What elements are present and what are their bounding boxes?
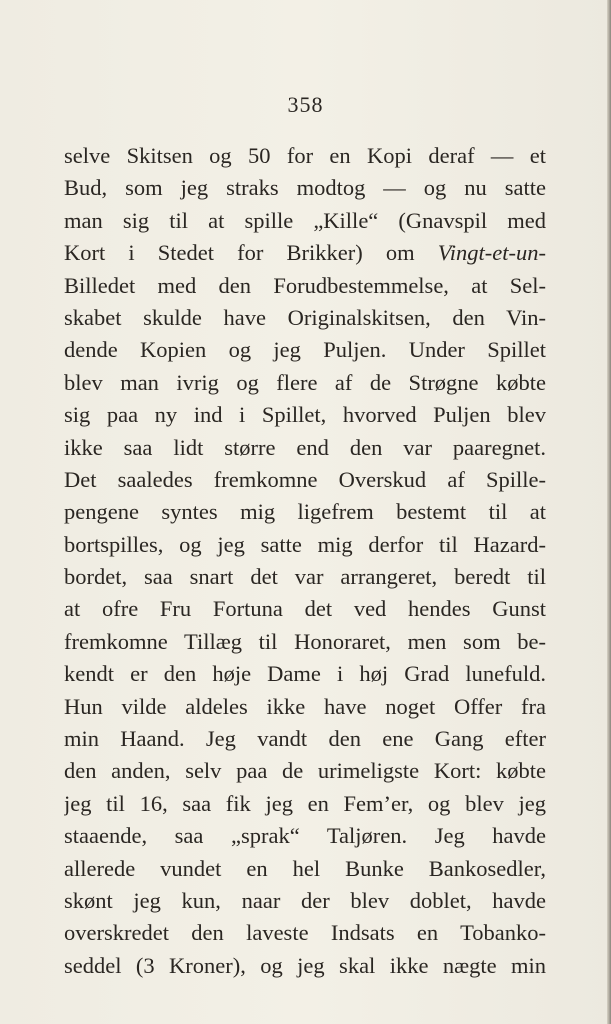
page-number: 358 [287, 92, 324, 117]
text-line: staaende, saa „sprak“ Taljøren. Jeg havde [64, 823, 546, 849]
text-line: dende Kopien og jeg Puljen. Under Spillet [64, 337, 546, 363]
text-line: allerede vundet en hel Bunke Bankosedler, [64, 855, 546, 881]
text-line: bortspilles, og jeg satte mig derfor til Hazard- [64, 531, 546, 557]
text-line: min Haand. Jeg vandt den ene Gang efter [64, 726, 546, 752]
text-line [64, 237, 546, 269]
text-line: overskredet den laveste Indsats en Tobanko- [64, 920, 546, 946]
text-line: jeg til 16, saa fik jeg en Fem’er, og blev jeg [64, 790, 546, 816]
text-line: den anden, selv paa de urimeligste Kort: købte [64, 758, 546, 784]
text-line: seddel (3 Kroner), og jeg skal ikke nægte min [64, 952, 546, 978]
text-line: Billedet med den Forudbestemmelse, at Sel- [64, 272, 546, 298]
text-segment: Kort i Stedet for Brikker) om [64, 240, 438, 266]
body-text [64, 140, 546, 982]
text-line: Bud, som jeg straks modtog — og nu satte [64, 175, 546, 201]
text-line: Det saaledes fremkomne Overskud af Spille- [64, 466, 546, 492]
text-line: fremkomne Tillæg til Honoraret, men som be- [64, 628, 546, 654]
italic-phrase: Vingt-et-un- [437, 240, 546, 266]
text-line: kendt er den høje Dame i høj Grad lunefuld. [64, 661, 546, 687]
text-line: blev man ivrig og flere af de Strøgne købte [64, 369, 546, 395]
text-line: ikke saa lidt større end den var paaregnet. [64, 434, 546, 460]
text-line: pengene syntes mig ligefrem bestemt til at [64, 499, 546, 525]
text-line: Hun vilde aldeles ikke have noget Offer fra [64, 693, 546, 719]
text-line: selve Skitsen og 50 for en Kopi deraf — et [64, 143, 546, 168]
text-line: at ofre Fru Fortuna det ved hendes Gunst [64, 596, 546, 622]
text-line: skabet skulde have Originalskitsen, den Vin- [64, 304, 546, 330]
text-line: skønt jeg kun, naar der blev doblet, havde [64, 887, 546, 913]
text-line: sig paa ny ind i Spillet, hvorved Puljen blev [64, 402, 546, 428]
text-line: man sig til at spille „Kille“ (Gnavspil med [64, 207, 546, 233]
text-line: bordet, saa snart det var arrangeret, beredt til [64, 564, 546, 590]
page-edge-shadow [607, 0, 611, 1024]
